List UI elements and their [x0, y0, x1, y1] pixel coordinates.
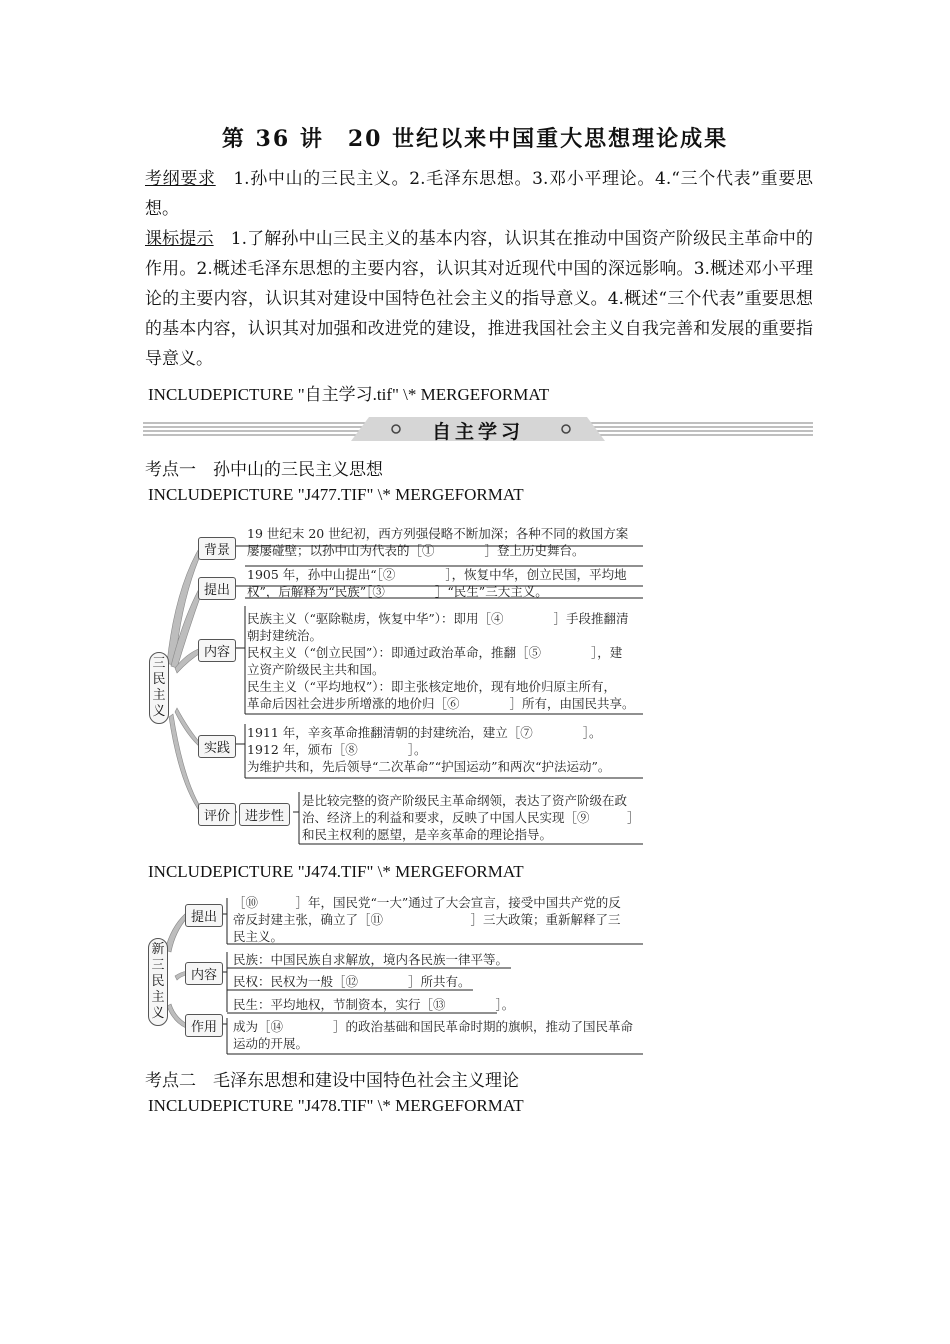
- content-line-5: 民生主义（“平均地权”）：即主张核定地价，现有地价归原主所有，: [247, 679, 617, 694]
- branch2-effect-label: 作用: [185, 1014, 223, 1037]
- effect2-line-2: 运动的开展。: [233, 1036, 309, 1051]
- diagram2-root: 新三民主义: [148, 938, 168, 1026]
- evaluation-sub-label: 进步性: [239, 803, 290, 826]
- content-line-2: 朝封建统治。: [247, 628, 323, 643]
- include-field-1: INCLUDEPICTURE "自主学习.tif" \* MERGEFORMAT: [148, 385, 550, 404]
- requirements-label: 考纲要求: [145, 169, 216, 189]
- branch2-content-label: 内容: [185, 962, 223, 985]
- requirements-text: 1.孙中山的三民主义。2.毛泽东思想。3.邓小平理论。4.“三个代表”重要思想。: [145, 169, 814, 219]
- page-title: 第 36 讲 20 世纪以来中国重大思想理论成果: [221, 126, 729, 152]
- hints-paragraph: [145, 224, 813, 374]
- evaluation-line-2: 治、经济上的利益和要求，反映了中国人民实现［⑨ ］: [302, 810, 640, 825]
- practice-line-1: 1911 年，辛亥革命推翻清朝的封建统治，建立［⑦ ］。: [247, 725, 602, 740]
- section-heading-2: 考点二 毛泽东思想和建设中国特色社会主义理论: [145, 1071, 519, 1091]
- background-line-2: 屡屡碰壁；以孙中山为代表的［① ］登上历史舞台。: [247, 543, 585, 558]
- practice-line-2: 1912 年，颁布［⑧ ］。: [247, 742, 427, 757]
- include-field-4: INCLUDEPICTURE "J478.TIF" \* MERGEFORMAT: [148, 1096, 524, 1115]
- proposal-line-2: 权”，后解释为“民族”［③ ］“民生”三大主义。: [247, 584, 548, 599]
- branch-background-label: 背景: [198, 537, 236, 560]
- evaluation-line-3: 和民主权利的愿望，是辛亥革命的理论指导。: [302, 827, 553, 842]
- proposal2-line-1: ［⑩ ］年，国民党“一大”通过了大会宣言，接受中国共产党的反: [233, 895, 621, 910]
- diagram-three-principles: [145, 518, 645, 848]
- include-field-3: INCLUDEPICTURE "J474.TIF" \* MERGEFORMAT: [148, 862, 524, 881]
- practice-line-3: 为维护共和，先后领导“二次革命”“护国运动”和两次“护法运动”。: [247, 759, 611, 774]
- content-line-1: 民族主义（“驱除鞑虏，恢复中华”）：即用［④ ］手段推翻清: [247, 611, 629, 626]
- branch-practice-label: 实践: [198, 735, 236, 758]
- diagram-new-three-principles: [145, 892, 645, 1057]
- diagram1-root: 三民主义: [149, 652, 169, 724]
- proposal2-line-3: 民主义。: [233, 929, 284, 944]
- content2-line-2: 民权：民权为一般［⑫ ］所共有。: [233, 974, 471, 989]
- content2-line-1: 民族：中国民族自求解放，境内各民族一律平等。: [233, 952, 509, 967]
- branch-content-label: 内容: [198, 639, 236, 662]
- branch-evaluation-label: 评价: [198, 803, 236, 826]
- effect2-line-1: 成为［⑭ ］的政治基础和国民革命时期的旗帜，推动了国民革命: [233, 1019, 634, 1034]
- branch2-proposal-label: 提出: [185, 904, 223, 927]
- hints-label: 课标提示: [145, 229, 214, 249]
- requirements-paragraph: [145, 164, 813, 224]
- proposal2-line-2: 帝反封建主张，确立了［⑪ ］三大政策；重新解释了三: [233, 912, 621, 927]
- content-line-6: 革命后因社会进步所增涨的地价归［⑥ ］所有，由国民共享。: [247, 696, 635, 711]
- content-line-3: 民权主义（“创立民国”）：即通过政治革命，推翻［⑤ ］，建: [247, 645, 623, 660]
- banner: [143, 416, 813, 442]
- background-line-1: 19 世纪末 20 世纪初，西方列强侵略不断加深；各种不同的救国方案: [247, 526, 629, 541]
- branch-proposal-label: 提出: [198, 577, 236, 600]
- evaluation-line-1: 是比较完整的资产阶级民主革命纲领，表达了资产阶级在政: [302, 793, 628, 808]
- section-heading-1: 考点一 孙中山的三民主义思想: [145, 460, 383, 480]
- hints-text: 1.了解孙中山三民主义的基本内容，认识其在推动中国资产阶级民主革命中的作用。2.概述毛泽东思想的主要内容，认识其对近现代中国的深远影响。3.概述邓小平理论的主要内容，认识其对建设中国特色社会主义的指导意义。4.概述“三个代表”重要思想的基本内容，认识其对加强和改进党的建设，推进我国社会主义自我完善和发展的重要指导意义。: [145, 229, 814, 369]
- content-line-4: 立资产阶级民主共和国。: [247, 662, 385, 677]
- banner-text: 自主学习: [431, 421, 524, 443]
- proposal-line-1: 1905 年，孙中山提出“［② ］，恢复中华，创立民国，平均地: [247, 567, 627, 582]
- include-field-2: INCLUDEPICTURE "J477.TIF" \* MERGEFORMAT: [148, 485, 524, 504]
- content2-line-3: 民生：平均地权，节制资本，实行［⑬ ］。: [233, 997, 515, 1012]
